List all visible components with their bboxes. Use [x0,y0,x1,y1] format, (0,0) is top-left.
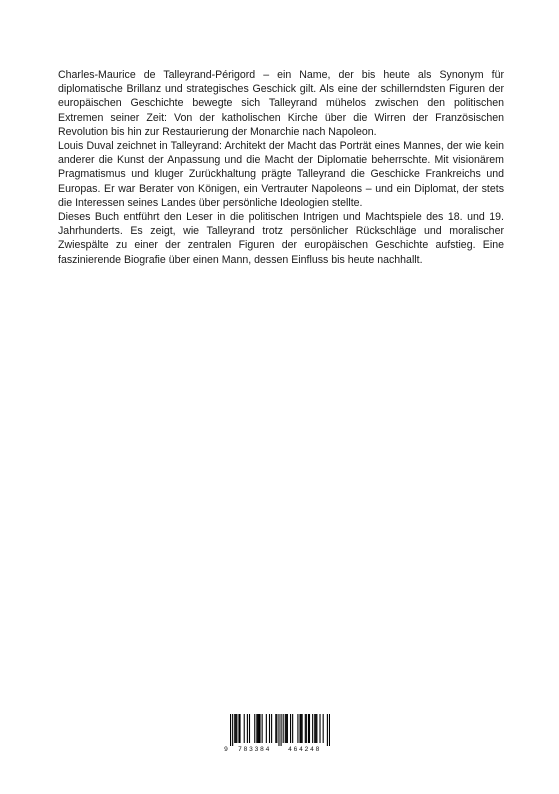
barcode-bar [299,714,300,743]
barcode-bar [302,714,303,743]
barcode-bar [266,714,267,743]
barcode-right-group: 464248 [288,746,322,753]
barcode-bars [230,714,330,746]
barcode-bar [258,714,259,743]
barcode-bar [297,714,298,743]
barcode-bar [308,714,309,743]
barcode-bar [256,714,257,743]
barcode-bar [290,714,291,743]
barcode-bar [315,714,316,743]
barcode-bar [238,714,239,743]
barcode-left-group: 783384 [238,746,272,753]
barcode-bar [276,714,277,743]
barcode-bar [271,714,272,743]
barcode-bar [306,714,307,743]
barcode-bar [235,714,236,743]
barcode-bar [232,714,233,746]
barcode-bar [285,714,286,743]
barcode-bar [292,714,293,743]
blurb-paragraph-3: Dieses Buch entführt den Leser in die politischen Intrigen und Machtspiele des 18. und 19. Jahrhunderts. Es zeigt, wie Talleyrand trotz persönlicher Rückschläge und moralischer Zwiespälte zu einer der zentralen Figuren der europäischen Geschichte aufstieg. Eine faszinierende Biografie über einen Mann, dessen Einfluss bis heute nachhallt. [58,211,504,266]
barcode-bar [236,714,237,743]
blurb-paragraph-1: Charles-Maurice de Talleyrand-Périgord – ein Name, der bis heute als Synonym für diplomatische Brillanz und strategisches Geschick gilt. Als eine der schillerndsten Figuren der europäischen Geschichte bewegte sich Talleyrand mühelos zwischen den politischen Extremen seiner Zeit: Von der katholischen Kirche über die Wirren der Französischen Revolution bis hin zur Restaurierung der Monarchie nach Napoleon. [58,69,504,138]
barcode-bar [319,714,320,743]
barcode-bar [323,714,324,743]
barcode-bar [286,714,287,743]
barcode-bar [327,714,328,746]
barcode-bar [281,714,282,746]
barcode-bar [247,714,248,743]
barcode-bar [283,714,284,743]
barcode-bar [244,714,245,743]
barcode-bar [234,714,235,743]
barcode-bar [269,714,270,743]
barcode-bar [262,714,263,743]
barcode-bar [275,714,276,743]
isbn-barcode [224,712,336,756]
barcode-bar [239,714,240,743]
barcode-bar [278,714,279,746]
barcode-bar [249,714,250,743]
barcode-bar [305,714,306,743]
barcode-bar [312,714,313,743]
barcode-bar [301,714,302,743]
barcode-bar [230,714,231,746]
blurb-text [58,68,504,267]
barcode-bar [314,714,315,743]
barcode-bar [257,714,258,743]
barcode-bar [309,714,310,743]
barcode-bar [254,714,255,743]
barcode-number [224,745,336,755]
barcode-lead-digit: 9 [224,746,228,753]
barcode-bar [316,714,317,743]
barcode-bar [259,714,260,743]
barcode-bar [329,714,330,746]
blurb-paragraph-2: Louis Duval zeichnet in Talleyrand: Architekt der Macht das Porträt eines Mannes, der wie kein anderer die Kunst der Anpassung und die Macht der Diplomatie beherrschte. Mit visionärem Pragmatismus und kluger Zurückhaltung prägte Talleyrand die Geschicke Frankreichs und Europas. Er war Berater von Königen, ein Vertrauter Napoleons – und ein Diplomat, der stets die Interessen seines Landes über persönliche Ideologien stellte. [58,140,504,209]
barcode-bar [287,714,288,743]
